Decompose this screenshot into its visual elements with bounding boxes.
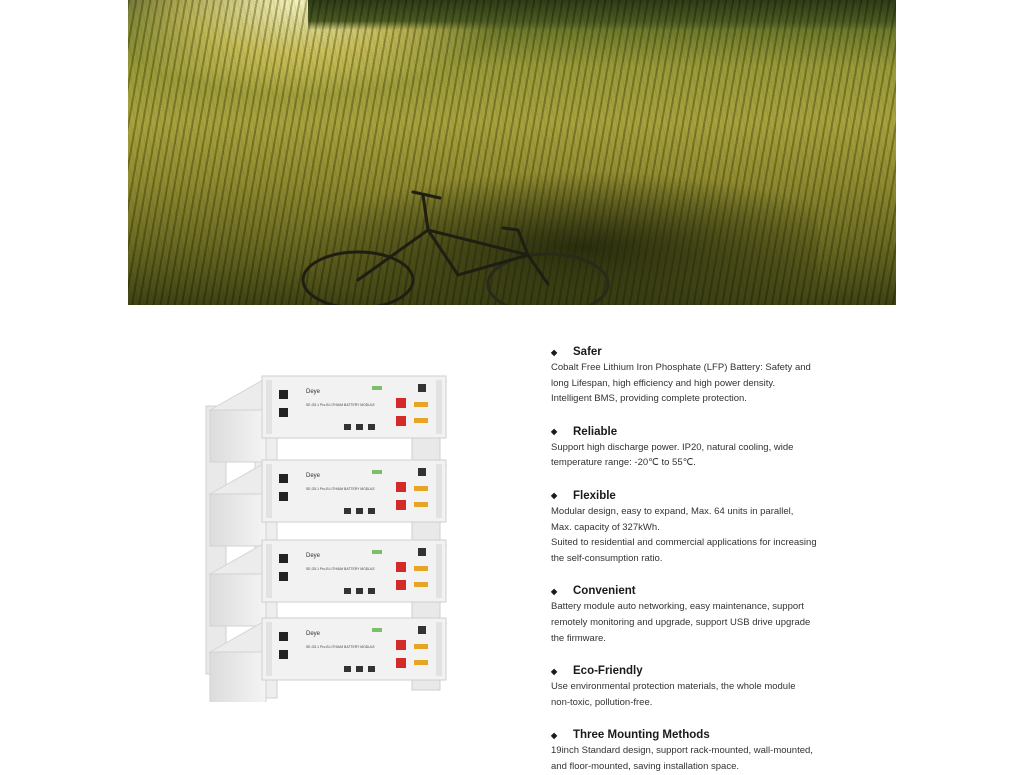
battery-module [210,540,446,626]
connector-port-icon [414,566,428,571]
connector-port-icon [414,418,428,423]
battery-module [210,460,446,546]
comm-port-icon [368,588,375,594]
comm-port-icon [356,588,363,594]
connector-port-icon [414,582,428,587]
module-model-label: SE-G5.1 Pro-B LITHIUM BATTERY MODULE [306,645,375,649]
comm-port-icon [368,508,375,514]
feature-title [551,488,851,504]
diamond-bullet-icon: ◆ [551,347,558,357]
diamond-bullet-icon: ◆ [551,586,558,596]
power-switch-icon [279,650,288,659]
positive-terminal-icon [396,482,406,492]
feature-description-line: Support high discharge power. IP20, natural cooling, wide [551,441,794,453]
power-switch-icon [279,492,288,501]
diamond-bullet-icon: ◆ [551,730,558,740]
module-model-label: SE-G5.1 Pro-B LITHIUM BATTERY MODULE [306,567,375,571]
comm-port-icon [356,424,363,430]
feature-description-line: the firmware. [551,632,606,644]
power-switch-icon [279,572,288,581]
feature-description [551,504,851,566]
feature-description-line: remotely monitoring and upgrade, support USB drive upgrade [551,616,811,628]
comm-port-icon [368,424,375,430]
feature-description [551,360,851,407]
power-switch-icon [279,554,288,563]
battery-module [210,376,446,462]
feature-title-text: Three Mounting Methods [573,729,710,742]
feature-title-text: Reliable [573,425,618,438]
power-switch-icon [279,390,288,399]
feature-item [551,583,851,646]
diamond-bullet-icon: ◆ [551,491,558,501]
feature-item [551,727,851,774]
feature-description-line: Battery module auto networking, easy maintenance, support [551,601,804,613]
feature-item [551,424,851,471]
feature-description-line: temperature range: -20℃ to 55℃. [551,457,696,469]
comm-port-icon [344,666,351,672]
feature-description-line: Cobalt Free Lithium Iron Phosphate (LFP) Battery: Safety and [551,362,811,373]
positive-terminal-icon [396,562,406,572]
module-model-label: SE-G5.1 Pro-B LITHIUM BATTERY MODULE [306,487,375,491]
feature-description-line: Intelligent BMS, providing complete protection. [551,393,747,405]
bicycle-in-grass [128,0,896,305]
feature-title [551,663,851,679]
connector-port-icon [414,502,428,507]
battery-module [210,618,446,702]
positive-terminal-icon [396,398,406,408]
comm-port-icon [344,588,351,594]
module-brand: Deye [306,631,321,637]
diamond-bullet-icon: ◆ [551,427,558,437]
feature-item [551,344,851,407]
feature-description-line: Suited to residential and commercial applications for increasing [551,537,817,549]
negative-terminal-icon [396,658,406,668]
feature-description-line: Use environmental protection materials, the whole module [551,681,796,693]
feature-description-line: long Lifespan, high efficiency and high power density. [551,377,776,389]
diamond-bullet-icon: ◆ [551,666,558,676]
power-switch-icon [279,632,288,641]
feature-title [551,583,851,599]
feature-description-line: Max. capacity of 327kWh. [551,521,660,533]
feature-item [551,663,851,710]
feature-title-text: Eco-Friendly [573,665,643,678]
feature-description-line: Modular design, easy to expand, Max. 64 units in parallel, [551,505,794,517]
hero-photo-grass-field [128,0,896,305]
feature-title [551,424,851,440]
comm-port-icon [356,508,363,514]
connector-port-icon [414,644,428,649]
comm-port-icon [344,508,351,514]
feature-description [551,440,851,471]
connector-port-icon [414,486,428,491]
negative-terminal-icon [396,500,406,510]
module-brand: Deye [306,553,321,559]
module-brand: Deye [306,473,321,479]
feature-description-line: 19inch Standard design, support rack-mounted, wall-mounted, [551,745,813,757]
connector-port-icon [414,660,428,665]
feature-description [551,743,851,774]
module-model-label: SE-G5.1 Pro-B LITHIUM BATTERY MODULE [306,403,375,407]
feature-description-line: and floor-mounted, saving installation space. [551,760,740,772]
feature-description [551,679,851,710]
feature-title [551,344,851,360]
feature-title-text: Safer [573,346,602,358]
power-switch-icon [279,408,288,417]
feature-item [551,488,851,566]
connector-port-icon [414,402,428,407]
feature-title-text: Flexible [573,489,616,502]
battery-rack-illustration [200,370,452,702]
feature-list [551,344,851,775]
power-switch-icon [279,474,288,483]
feature-title-text: Convenient [573,585,636,598]
comm-port-icon [344,424,351,430]
feature-description-line: the self-consumption ratio. [551,552,663,564]
negative-terminal-icon [396,580,406,590]
negative-terminal-icon [396,416,406,426]
feature-description-line: non-toxic, pollution-free. [551,696,653,708]
module-brand: Deye [306,389,321,395]
positive-terminal-icon [396,640,406,650]
feature-description [551,599,851,646]
comm-port-icon [368,666,375,672]
comm-port-icon [356,666,363,672]
feature-title [551,727,851,743]
